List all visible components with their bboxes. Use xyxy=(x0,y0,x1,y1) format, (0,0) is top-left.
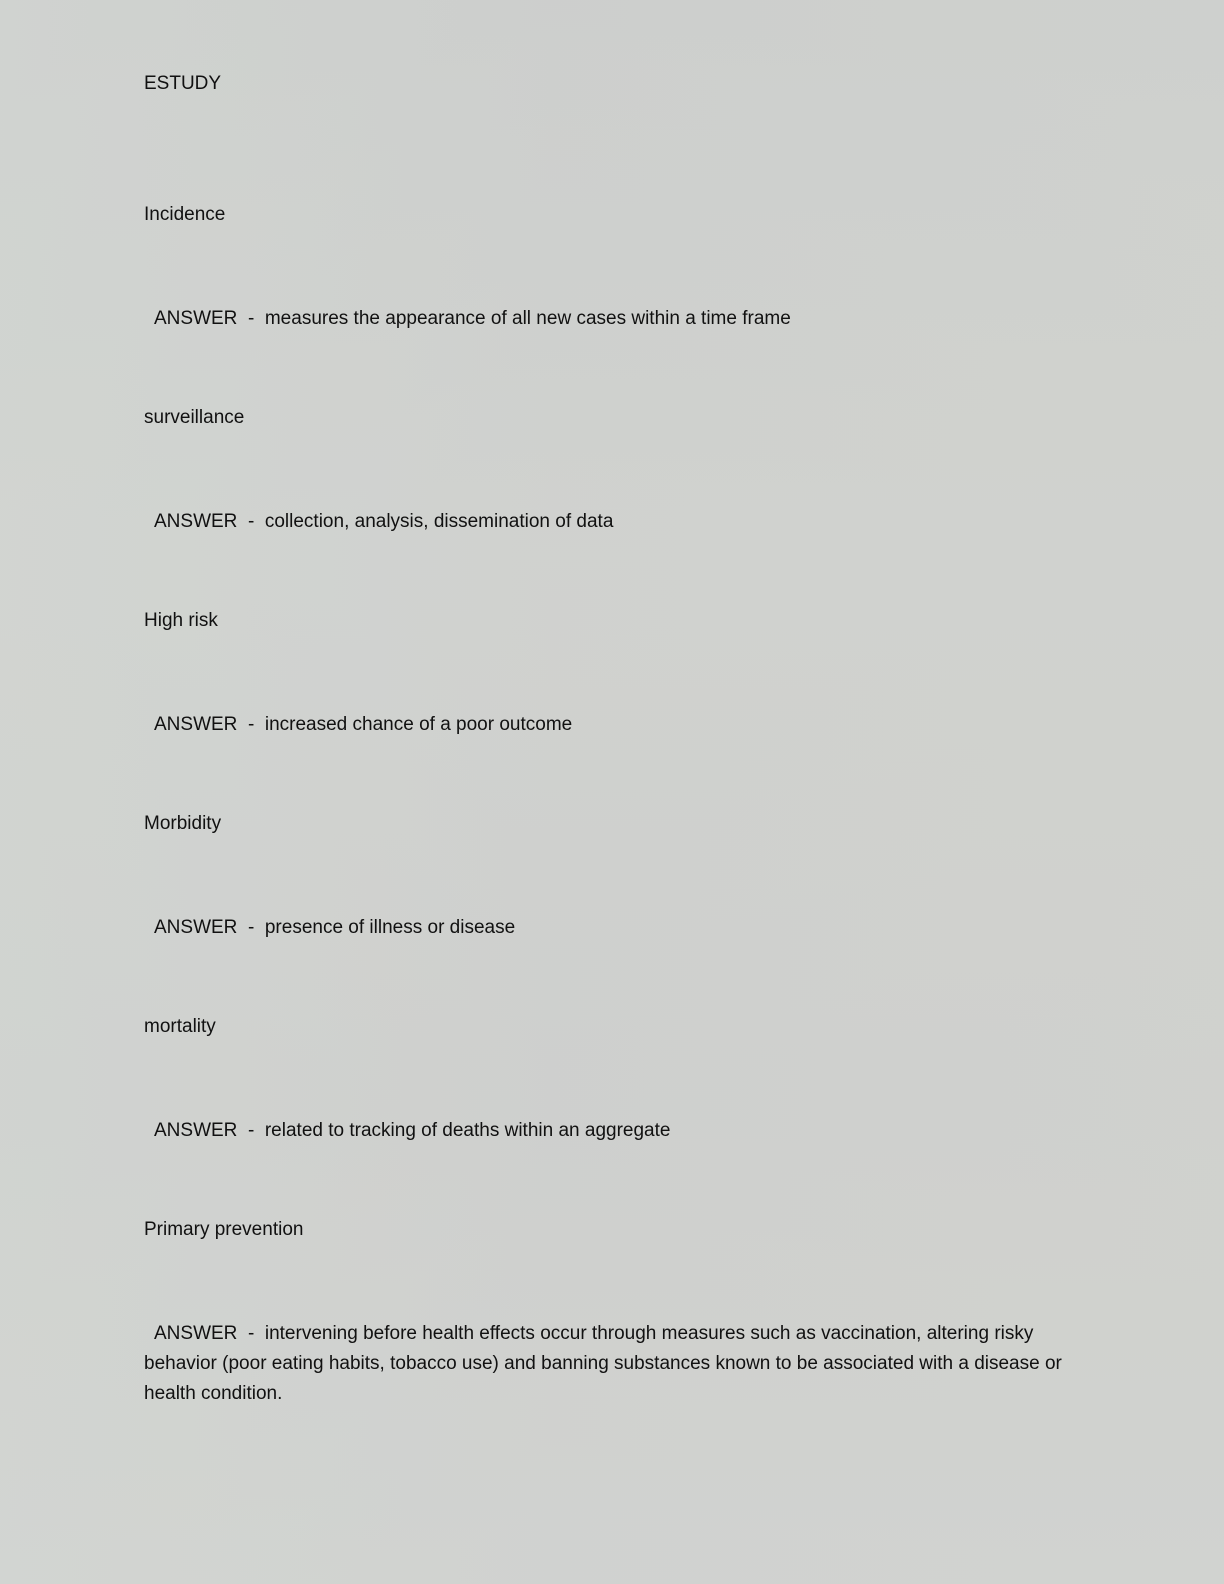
flashcard-entry xyxy=(144,203,1084,334)
term-text: Incidence xyxy=(144,204,226,225)
answer-separator: - xyxy=(237,308,265,329)
answer-text xyxy=(144,913,1084,943)
answer-prefix: ANSWER xyxy=(154,917,238,938)
answer-body: measures the appearance of all new cases within a time frame xyxy=(264,308,791,329)
answer-body: presence of illness or disease xyxy=(264,917,516,938)
flashcard-entry xyxy=(144,812,1084,943)
document-title: ESTUDY xyxy=(144,73,222,94)
answer-separator: - xyxy=(237,1323,265,1344)
answer-text xyxy=(144,1116,1084,1146)
answer-separator: - xyxy=(237,1120,265,1141)
answer-body: collection, analysis, dissemination of data xyxy=(264,511,614,532)
term-text: High risk xyxy=(144,610,218,631)
answer-text xyxy=(144,710,1084,740)
term-text: surveillance xyxy=(144,407,245,428)
flashcard-entry xyxy=(144,1218,1084,1409)
answer-prefix: ANSWER xyxy=(154,714,238,735)
term-text: mortality xyxy=(144,1016,216,1037)
answer-body: related to tracking of deaths within an aggregate xyxy=(264,1120,671,1141)
term-text: Primary prevention xyxy=(144,1219,304,1240)
answer-text xyxy=(144,507,1084,537)
answer-prefix: ANSWER xyxy=(154,308,238,329)
flashcard-list xyxy=(144,203,1084,1409)
answer-text xyxy=(144,304,1084,334)
flashcard-entry xyxy=(144,1015,1084,1146)
answer-prefix: ANSWER xyxy=(154,1323,238,1344)
answer-text xyxy=(144,1319,1084,1409)
answer-separator: - xyxy=(237,917,265,938)
answer-separator: - xyxy=(237,511,265,532)
term-text: Morbidity xyxy=(144,813,222,834)
answer-body: increased chance of a poor outcome xyxy=(264,714,573,735)
answer-body: intervening before health effects occur through measures such as vaccination, altering risky behavior (poor eating habits, tobacco use) and banning substances known to be associated with a disease or health condition. xyxy=(144,1323,1062,1404)
answer-separator: - xyxy=(237,714,265,735)
answer-prefix: ANSWER xyxy=(154,1120,238,1141)
flashcard-entry xyxy=(144,609,1084,740)
answer-prefix: ANSWER xyxy=(154,511,238,532)
flashcard-entry xyxy=(144,406,1084,537)
